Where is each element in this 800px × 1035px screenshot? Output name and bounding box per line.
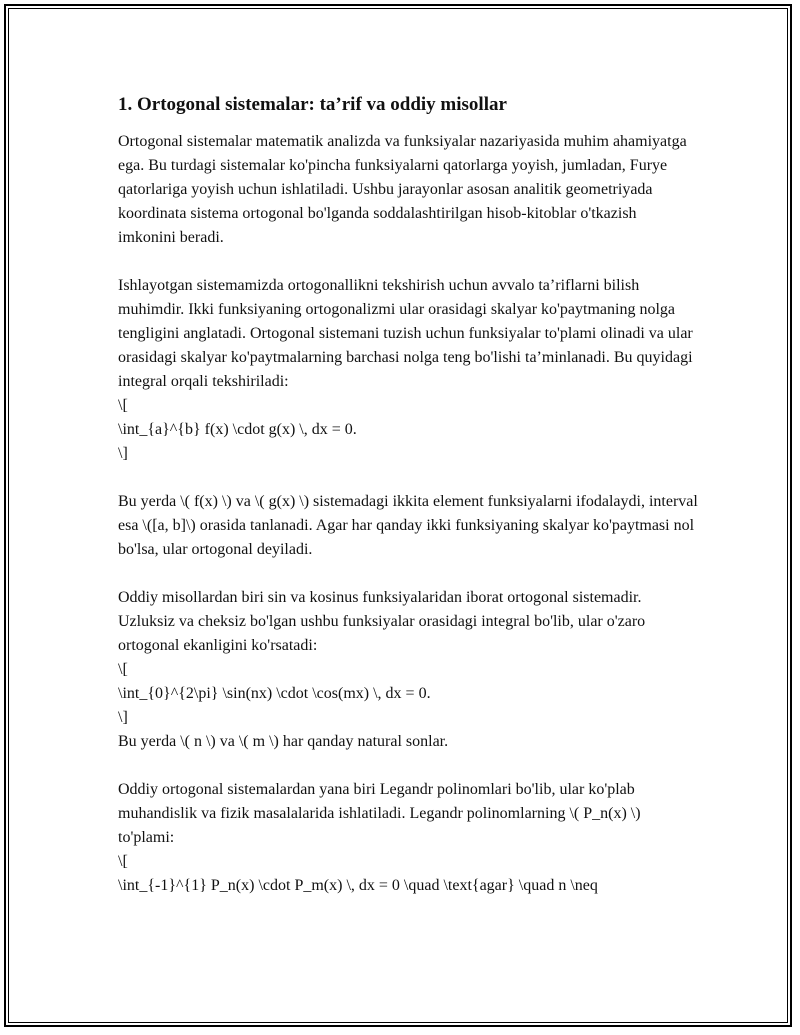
paragraph-intro: Ortogonal sistemalar matematik analizda va funksiyalar nazariyasida muhim ahamiyatga ega. Bu turdagi sistemalar ko'pincha funksiyalarni qatorlarga yoyish, jumladan, Furye qatorlariga yoyish uchun ishlatiladi. Ushbu jarayonlar asosan analitik geometriyada koordinata sistema ortogonal bo'lganda soddalashtirilgan hisob-kitoblar o'tkazish imkonini beradi. [118, 133, 687, 246]
paragraph-sin-cos-example: Oddiy misollardan biri sin va kosinus funksiyalaridan iborat ortogonal sistemadir. Uzluksiz va cheksiz bo'lgan ushbu funksiyalar orasidagi integral bo'lib, ular o'zaro ortogonal ekanligini ko'rsatadi: \[ \int_{0}^{2\pi} \sin(nx) \cdot \cos(mx) \, dx = 0. \] Bu yerda \( n \) va \( m \) har qanday natural sonlar. [118, 589, 646, 750]
section-heading: 1. Ortogonal sistemalar: ta’rif va oddiy misollar [118, 94, 507, 115]
paragraph-orthogonality-definition: Ishlayotgan sistemamizda ortogonallikni tekshirish uchun avvalo ta’riflarni bilish muhimdir. Ikki funksiyaning ortogonalizmi ular orasidagi skalyar ko'paytmaning nolga tengligini anglatadi. Ortogonal sistemani tuzish uchun funksiyalar to'plami olinadi va ular orasidagi skalyar ko'paytmalarning barchasi nolga teng bo'lishi ta’minlanadi. Bu quyidagi integral orqali tekshiriladi: \[ \int_{a}^{b} f(x) \cdot g(x) \, dx = 0. \] [118, 277, 693, 462]
paragraph-legendre-example: Oddiy ortogonal sistemalardan yana biri Legandr polinomlari bo'lib, ular ko'plab muhandislik va fizik masalalarida ishlatiladi. Legandr polinomlarning \( P_n(x) \) to'plami: \[ \int_{-1}^{1} P_n(x) \cdot P_m(x) \, dx = 0 \quad \text{agar} \quad n \neq [118, 781, 641, 894]
paragraph-interval-explanation: Bu yerda \( f(x) \) va \( g(x) \) sistemadagi ikkita element funksiyalarni ifodalaydi, interval esa \([a, b]\) orasida tanlanadi. Agar har qanday ikki funksiyaning skalyar ko'paytmasi nol bo'lsa, ular ortogonal deyiladi. [118, 493, 698, 558]
document-body [118, 92, 698, 922]
